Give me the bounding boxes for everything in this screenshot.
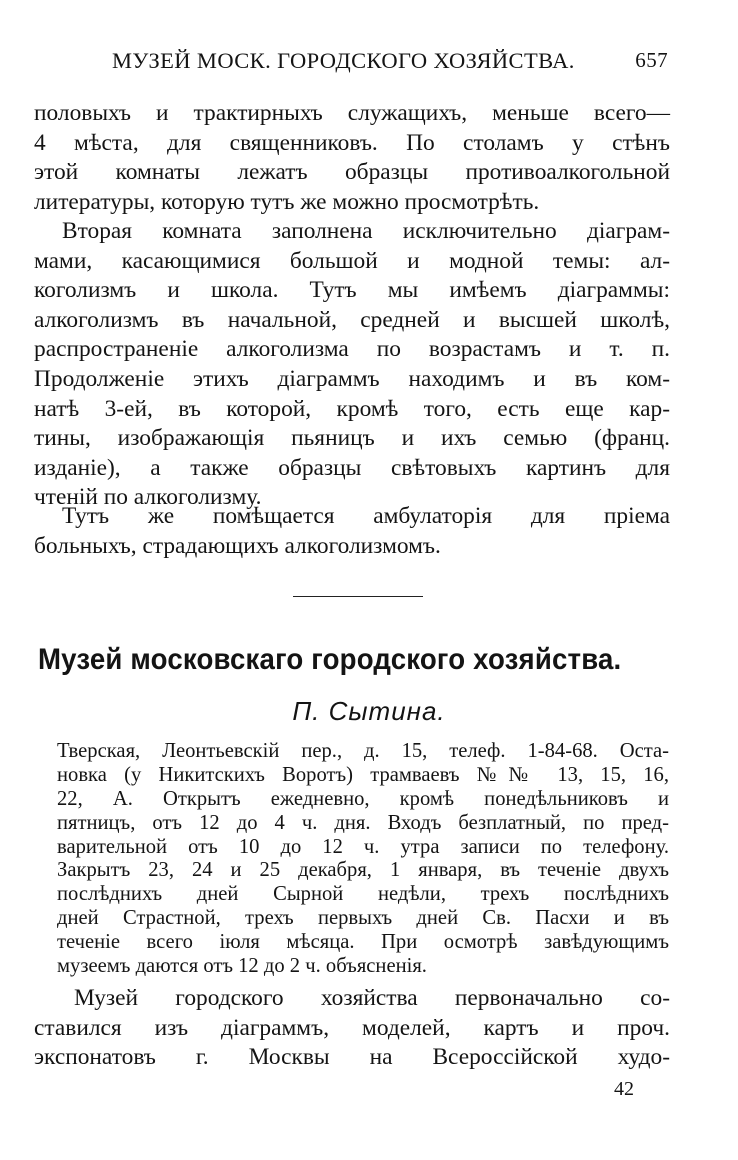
info-line: пятницъ, отъ 12 до 4 ч. дня. Входъ безплатный, по пред- (57, 811, 669, 834)
text-line: чтеній по алкоголизму. (34, 484, 262, 511)
info-line: новка (у Никитскихъ Воротъ) трамваевъ №№ 13, 15, 16, (57, 763, 669, 786)
text-line: Тутъ же помѣщается амбулаторія для пріема (62, 503, 670, 529)
article-title: Музей московскаго городского хозяйства. (38, 643, 622, 676)
signature-number: 42 (614, 1078, 634, 1100)
running-head (112, 48, 672, 82)
info-line: послѣднихъ дней Сырной недѣли, трехъ послѣднихъ (57, 883, 669, 906)
text-line: распространеніе алкоголизма по возрастамъ и т. п. (34, 336, 670, 363)
text-line: литературы, которую тутъ же можно просмотрѣть. (34, 188, 540, 215)
info-line: Закрытъ 23, 24 и 25 декабря, 1 января, въ теченіе двухъ (57, 859, 669, 882)
text-line: алкоголизмъ въ начальной, средней и высшей школѣ, (34, 306, 670, 333)
info-line: 22, А. Открытъ ежедневно, кромѣ понедѣльниковъ и (57, 787, 669, 810)
text-line: ставился изъ діаграммъ, моделей, картъ и проч. (34, 1014, 670, 1041)
text-line: коголизмъ и школа. Тутъ мы имѣемъ діаграммы: (34, 277, 670, 304)
text-line: 4 мѣста, для священниковъ. По столамъ у стѣнъ (34, 129, 670, 156)
running-title: МУЗЕЙ МОСК. ГОРОДСКОГО ХОЗЯЙСТВА. (112, 48, 575, 73)
info-line: дней Страстной, трехъ первыхъ дней Св. Пасхи и въ (57, 907, 669, 930)
article-author: П. Сытина. (292, 696, 446, 726)
text-line: натѣ 3-ей, въ которой, кромѣ того, есть еще кар- (34, 395, 670, 422)
text-line: этой комнаты лежатъ образцы противоалкогольной (34, 159, 670, 186)
page-number: 657 (635, 48, 668, 72)
text-line: Музей городского хозяйства первоначально со- (74, 985, 670, 1011)
article-body (34, 984, 670, 1073)
paragraph-1 (34, 99, 670, 217)
paragraph-3 (34, 502, 670, 561)
text-line: экспонатовъ г. Москвы на Всероссійской худо- (34, 1044, 670, 1071)
paragraph-2 (34, 217, 670, 513)
museum-info (57, 740, 669, 979)
text-line: мами, касающимися большой и модной темы: ал- (34, 247, 670, 274)
text-line: Продолженіе этихъ діаграммъ находимъ и въ ком- (34, 365, 670, 392)
text-line: больныхъ, страдающихъ алкоголизмомъ. (34, 532, 441, 559)
text-line: Вторая комната заполнена исключительно діаграм- (62, 218, 670, 244)
text-line: тины, изображающія пьяницъ и ихъ семью (франц. (34, 425, 670, 452)
text-line: изданіе), а также образцы свѣтовыхъ картинъ для (34, 454, 670, 481)
section-divider (293, 596, 423, 597)
info-line: музеемъ даются отъ 12 до 2 ч. объясненія. (57, 955, 427, 978)
text-line: половыхъ и трактирныхъ служащихъ, меньше всего— (34, 100, 670, 126)
info-line: Тверская, Леонтьевскій пер., д. 15, телеф. 1-84-68. Оста- (57, 740, 669, 762)
info-line: теченіе всего іюля мѣсяца. При осмотрѣ завѣдующимъ (57, 931, 669, 954)
info-line: варительной отъ 10 до 12 ч. утра записи по телефону. (57, 835, 669, 858)
